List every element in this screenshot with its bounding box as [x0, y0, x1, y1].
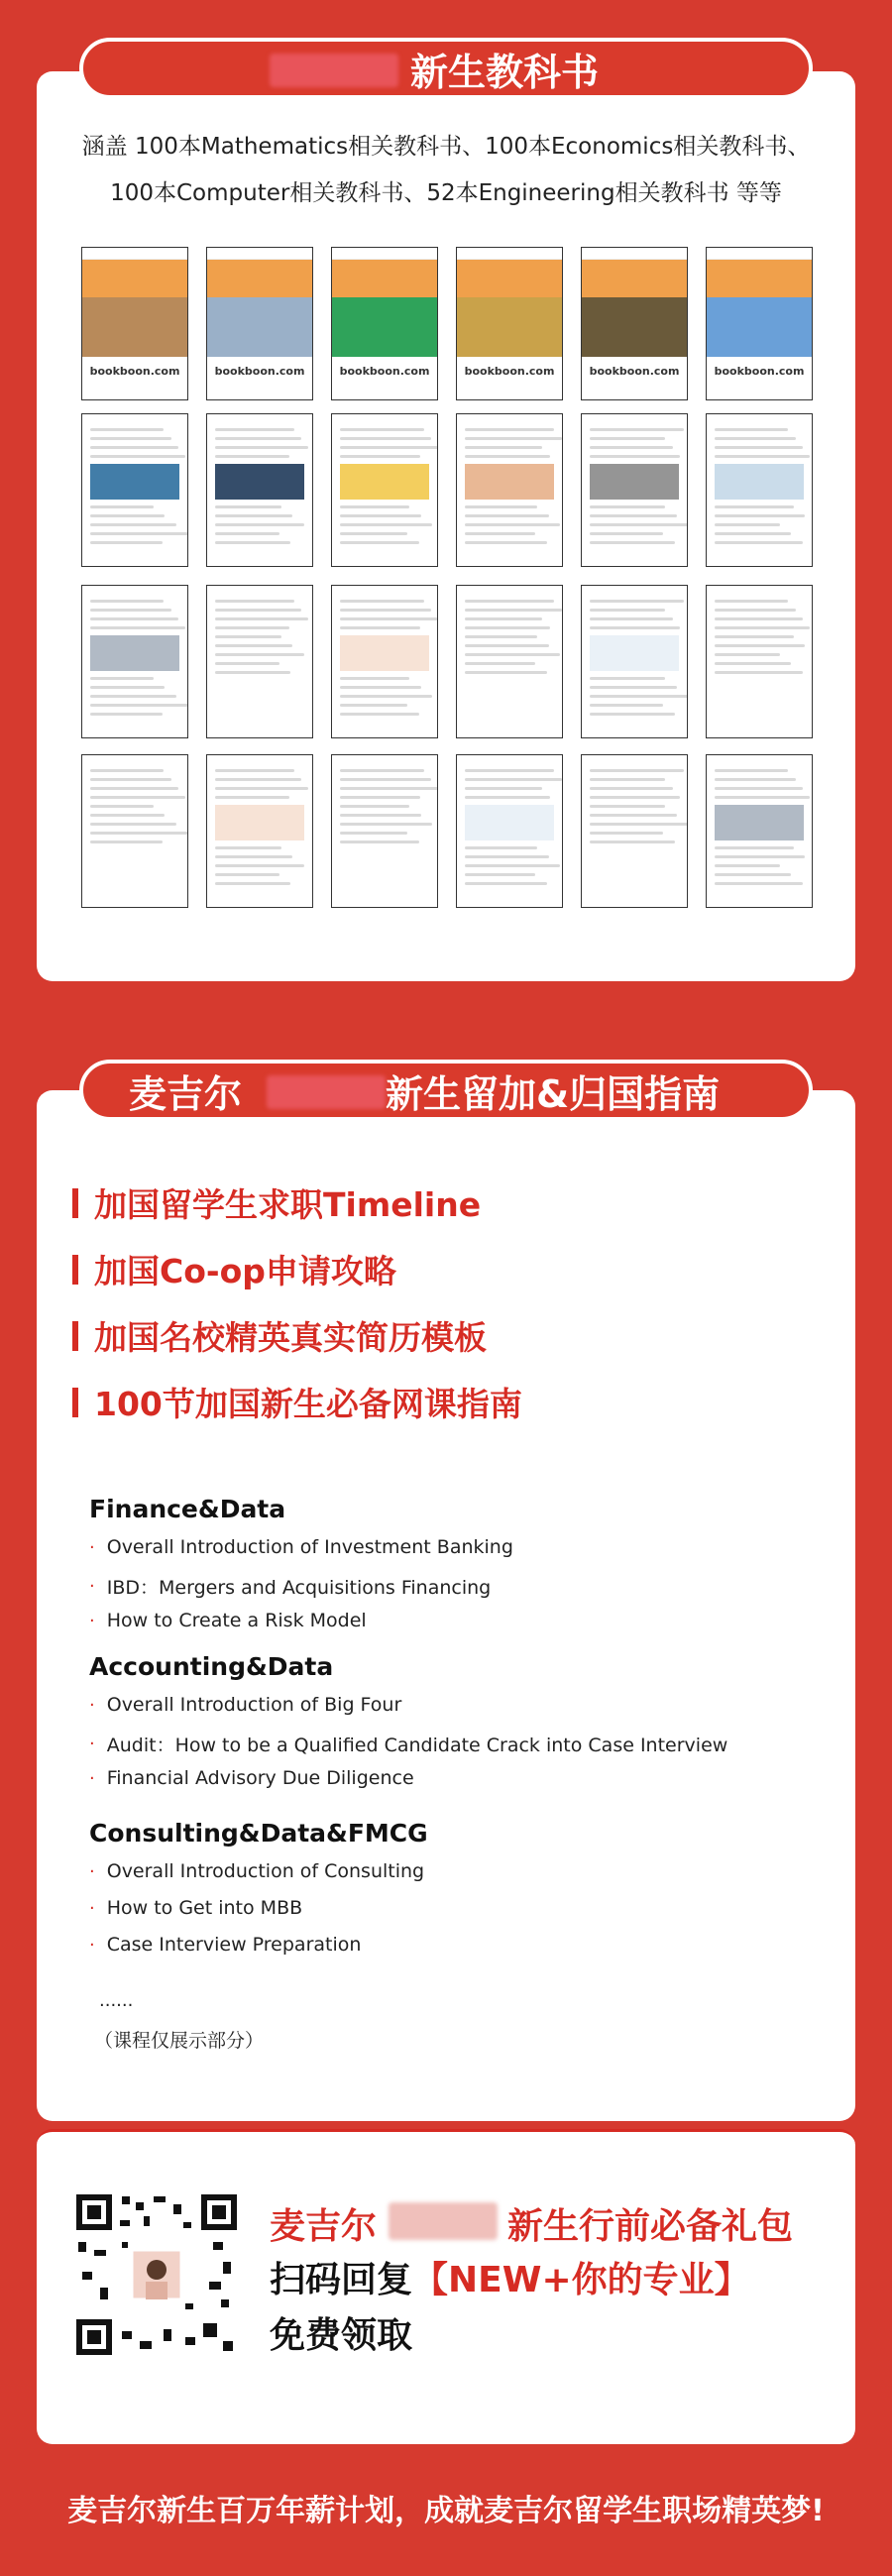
textbook-page-preview: [331, 413, 438, 567]
blurred-label: [270, 54, 398, 87]
textbook-page-preview: [331, 585, 438, 738]
cover-brand: bookboon.com: [214, 364, 305, 378]
textbook-page-preview: [331, 754, 438, 908]
textbook-cover: [706, 247, 813, 400]
textbook-page-preview: [706, 585, 813, 738]
textbook-cover: [456, 247, 563, 400]
guide-header: [79, 1060, 813, 1121]
textbook-header: [79, 38, 813, 99]
textbook-cover: [81, 247, 188, 400]
intro-line-2: 100本Computer相关教科书、52本Engineering相关教科书 等等: [110, 180, 782, 206]
textbook-page-preview: [81, 585, 188, 738]
guide-brand: 麦吉尔: [129, 1071, 243, 1116]
course-item: · Financial Advisory Due Diligence: [89, 1767, 414, 1789]
blurred-label: [267, 1075, 386, 1109]
category-title-consulting: Consulting&Data&FMCG: [89, 1819, 428, 1848]
course-item: · Overall Introduction of Consulting: [89, 1860, 425, 1882]
course-item: · How to Get into MBB: [89, 1897, 303, 1919]
course-item: · IBD：Mergers and Acquisitions Financing: [89, 1576, 492, 1599]
textbook-page-preview: [456, 413, 563, 567]
textbook-page-preview: [206, 413, 313, 567]
textbook-page-preview: [81, 754, 188, 908]
cover-brand: bookboon.com: [589, 364, 680, 378]
cover-brand: bookboon.com: [464, 364, 555, 378]
guide-bullet-4: 100节加国新生必备网课指南: [72, 1379, 522, 1425]
guide-bullet-1: 加国留学生求职Timeline: [72, 1179, 481, 1226]
course-item: · Overall Introduction of Investment Banking: [89, 1536, 513, 1558]
gift-line-2-prefix: 扫码回复: [270, 2260, 413, 2300]
cover-brand: bookboon.com: [89, 364, 180, 378]
guide-card: [37, 1090, 855, 2121]
textbook-page-preview: [81, 413, 188, 567]
textbook-page-preview: [581, 585, 688, 738]
qr-code[interactable]: [74, 2192, 239, 2357]
course-item: · Audit：How to be a Qualified Candidate Crack into Case Interview: [89, 1734, 728, 1756]
course-note: （课程仅展示部分）: [94, 2030, 265, 2052]
textbook-cover: [206, 247, 313, 400]
textbook-page-preview: [206, 754, 313, 908]
category-title-finance: Finance&Data: [89, 1495, 286, 1523]
textbook-cover: [581, 247, 688, 400]
intro-line-1: 涵盖 100本Mathematics相关教科书、100本Economics相关教科书、: [81, 134, 811, 160]
guide-title: 新生留加&归国指南: [386, 1071, 721, 1116]
textbook-page-preview: [206, 585, 313, 738]
guide-bullet-3: 加国名校精英真实简历模板: [72, 1312, 487, 1359]
course-item: · Overall Introduction of Big Four: [89, 1694, 402, 1716]
textbook-page-preview: [581, 754, 688, 908]
course-item: · Case Interview Preparation: [89, 1934, 362, 1956]
qr-code-graphic: [74, 2192, 239, 2357]
textbook-page-preview: [706, 754, 813, 908]
footer-slogan: 麦吉尔新生百万年薪计划，成就麦吉尔留学生职场精英梦!: [67, 2494, 825, 2528]
guide-bullet-2: 加国Co-op申请攻略: [72, 1246, 396, 1292]
textbook-page-preview: [706, 413, 813, 567]
textbook-cover: [331, 247, 438, 400]
gift-brand: 麦吉尔: [270, 2206, 378, 2247]
ellipsis: ......: [99, 1990, 134, 2011]
cover-brand: bookboon.com: [339, 364, 430, 378]
blurred-label: [389, 2202, 498, 2240]
textbook-page-preview: [581, 413, 688, 567]
course-item: · How to Create a Risk Model: [89, 1610, 367, 1631]
gift-line-3: 免费领取: [270, 2315, 413, 2356]
textbook-page-preview: [456, 754, 563, 908]
textbook-title: 新生教科书: [410, 50, 600, 94]
category-title-accounting: Accounting&Data: [89, 1652, 334, 1681]
gift-line-2: [270, 2252, 750, 2302]
gift-title: 新生行前必备礼包: [507, 2206, 794, 2247]
textbook-page-preview: [456, 585, 563, 738]
gift-line-1: [270, 2198, 854, 2249]
gift-line-2-highlight: 【NEW+你的专业】: [412, 2260, 750, 2300]
cover-brand: bookboon.com: [714, 364, 805, 378]
